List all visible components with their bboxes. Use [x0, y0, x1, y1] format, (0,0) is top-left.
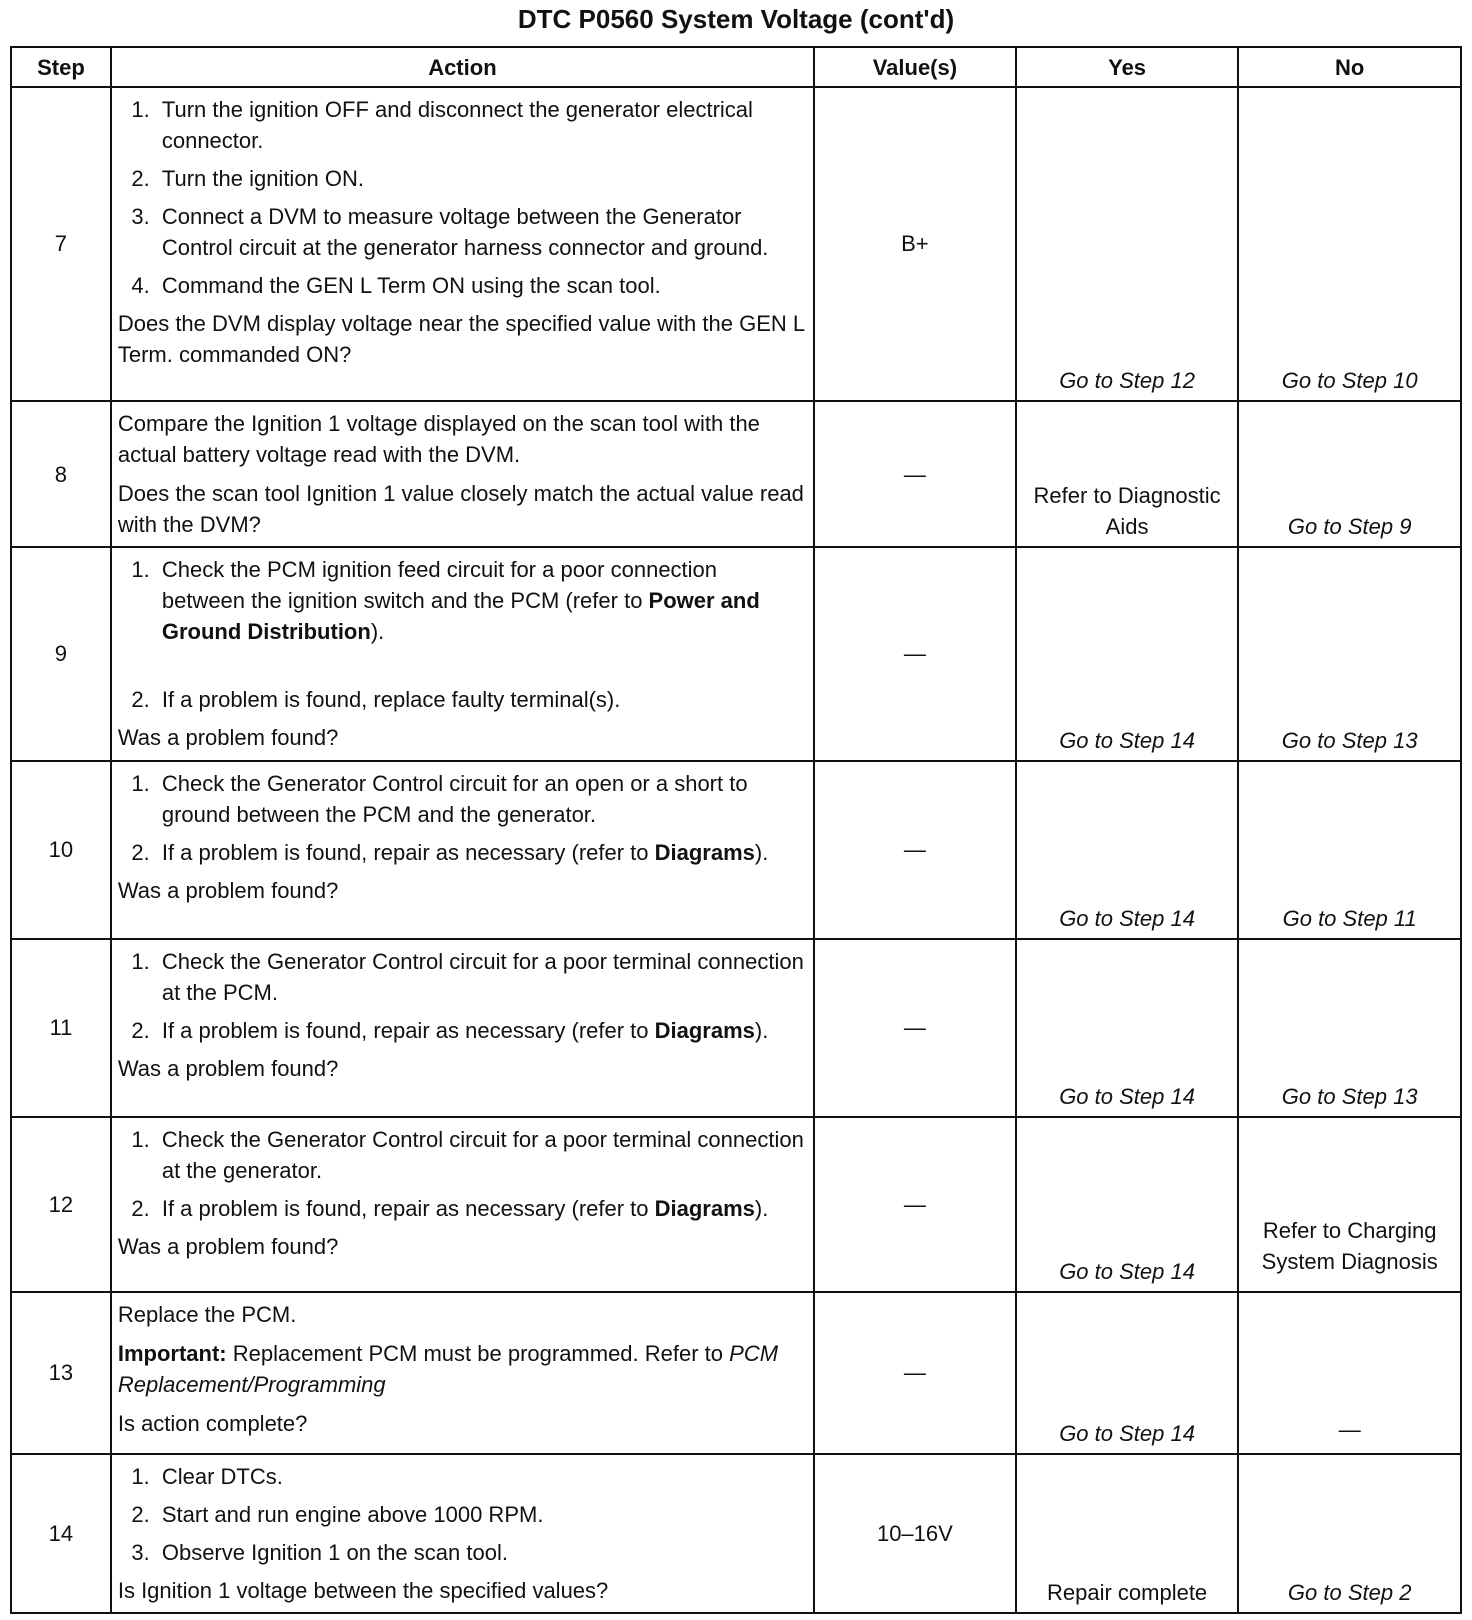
action-cell — [111, 87, 814, 401]
yes-cell: Refer to Diagnostic Aids — [1016, 401, 1239, 547]
item-text: If a problem is found, repair as necessary (refer to — [161, 1018, 655, 1044]
list-item: 3. Observe Ignition 1 on the scan tool. — [156, 1537, 805, 1568]
page-title: DTC P0560 System Voltage (cont'd) — [517, 4, 955, 34]
list-item: 1. Check the Generator Control circuit for an open or a short to ground between the PCM and the generator. — [156, 768, 805, 830]
action-list — [118, 768, 805, 868]
no-cell: — — [1238, 1292, 1461, 1453]
value-cell: — — [814, 1292, 1016, 1453]
header-step: Step — [11, 47, 111, 87]
yes-cell: Go to Step 14 — [1016, 939, 1239, 1116]
table-row — [11, 1292, 1461, 1453]
yes-cell: Go to Step 12 — [1016, 87, 1239, 401]
important-label: Important: — [117, 1341, 227, 1367]
step-number: 8 — [11, 401, 111, 547]
table-row — [11, 761, 1461, 939]
step-number: 14 — [11, 1454, 111, 1613]
yes-cell: Repair complete — [1016, 1454, 1239, 1613]
action-cell — [111, 401, 814, 547]
action-question: Was a problem found? — [117, 1233, 339, 1259]
list-item — [156, 1015, 805, 1046]
value-cell: B+ — [814, 87, 1016, 401]
value-cell: — — [814, 939, 1016, 1116]
item-text: ). — [370, 619, 385, 645]
list-item — [156, 554, 805, 677]
header-values: Value(s) — [814, 47, 1016, 87]
action-list — [118, 94, 805, 301]
value-cell: — — [814, 401, 1016, 547]
list-item: 1. Clear DTCs. — [156, 1461, 805, 1492]
header-no: No — [1238, 47, 1461, 87]
value-cell: — — [814, 547, 1016, 761]
list-item: 1. Turn the ignition OFF and disconnect the generator electrical connector. — [156, 94, 805, 156]
item-text: Check the PCM ignition feed circuit for a poor connection between the ignition switch and the PCM (refer to — [161, 557, 718, 614]
no-cell: Refer to Charging System Diagnosis — [1238, 1117, 1461, 1292]
action-cell — [111, 939, 814, 1116]
table-row — [11, 547, 1461, 761]
table-row — [11, 1454, 1461, 1613]
action-question: Was a problem found? — [117, 877, 339, 903]
important-text: Replacement PCM must be programmed. Refer to — [226, 1341, 730, 1367]
list-item: 3. Connect a DVM to measure voltage between the Generator Control circuit at the generator harness connector and ground. — [156, 201, 805, 263]
action-question: Does the DVM display voltage near the specified value with the GEN L Term. commanded ON? — [117, 311, 805, 367]
list-item — [156, 1193, 805, 1224]
action-list — [118, 1124, 805, 1224]
list-item: 2. Start and run engine above 1000 RPM. — [156, 1499, 805, 1530]
yes-cell: Go to Step 14 — [1016, 547, 1239, 761]
step-number: 9 — [11, 547, 111, 761]
item-text: ). — [754, 839, 769, 865]
list-item: 4. Command the GEN L Term ON using the scan tool. — [156, 270, 805, 301]
no-cell: Go to Step 2 — [1238, 1454, 1461, 1613]
action-question: Does the scan tool Ignition 1 value closely match the actual value read with the DVM? — [117, 480, 804, 537]
value-cell: 10–16V — [814, 1454, 1016, 1613]
header-action: Action — [111, 47, 814, 87]
value-cell: — — [814, 761, 1016, 939]
no-cell: Go to Step 13 — [1238, 939, 1461, 1116]
no-cell: Go to Step 10 — [1238, 87, 1461, 401]
no-cell: Go to Step 9 — [1238, 401, 1461, 547]
action-cell — [111, 1454, 814, 1613]
list-item: 2. If a problem is found, replace faulty terminal(s). — [156, 684, 805, 715]
action-list — [118, 946, 805, 1046]
reference-link-text: Diagrams — [654, 1018, 755, 1044]
table-row — [11, 939, 1461, 1116]
item-text: ). — [754, 1018, 769, 1044]
table-row — [11, 87, 1461, 401]
yes-cell: Go to Step 14 — [1016, 1117, 1239, 1292]
reference-link-text: Diagrams — [654, 839, 755, 865]
step-number: 11 — [11, 939, 111, 1116]
action-text: Replace the PCM. — [117, 1302, 297, 1328]
value-cell: — — [814, 1117, 1016, 1292]
list-item — [156, 837, 805, 868]
action-question: Was a problem found? — [117, 1056, 339, 1082]
diagnostic-table — [10, 46, 1462, 1614]
reference-link-text: PCM Replacement/Programming — [117, 1341, 779, 1398]
item-text: If a problem is found, repair as necessary (refer to — [161, 839, 655, 865]
list-item: 1. Check the Generator Control circuit for a poor terminal connection at the generator. — [156, 1124, 805, 1186]
yes-cell: Go to Step 14 — [1016, 761, 1239, 939]
step-number: 10 — [11, 761, 111, 939]
action-cell — [111, 761, 814, 939]
list-item: 1. Check the Generator Control circuit for a poor terminal connection at the PCM. — [156, 946, 805, 1008]
action-cell — [111, 1292, 814, 1453]
action-text: Compare the Ignition 1 voltage displayed on the scan tool with the actual battery voltage read with the DVM. — [117, 410, 760, 467]
header-yes: Yes — [1016, 47, 1239, 87]
reference-link-text: Power and Ground Distribution — [161, 588, 760, 645]
yes-cell: Go to Step 14 — [1016, 1292, 1239, 1453]
item-text: If a problem is found, repair as necessary (refer to — [161, 1195, 655, 1221]
step-number: 12 — [11, 1117, 111, 1292]
list-item: 2. Turn the ignition ON. — [156, 163, 805, 194]
reference-link-text: Diagrams — [654, 1195, 755, 1221]
action-question: Is action complete? — [117, 1411, 308, 1437]
action-cell — [111, 547, 814, 761]
action-cell — [111, 1117, 814, 1292]
no-cell: Go to Step 13 — [1238, 547, 1461, 761]
no-cell: Go to Step 11 — [1238, 761, 1461, 939]
action-question: Was a problem found? — [117, 725, 339, 751]
action-list — [118, 554, 805, 715]
item-text: ). — [754, 1195, 769, 1221]
table-row — [11, 401, 1461, 547]
header-row — [11, 47, 1461, 87]
action-question: Is Ignition 1 voltage between the specified values? — [117, 1577, 609, 1603]
action-list — [118, 1461, 805, 1568]
important-note — [118, 1338, 805, 1400]
table-row — [11, 1117, 1461, 1292]
step-number: 7 — [11, 87, 111, 401]
step-number: 13 — [11, 1292, 111, 1453]
